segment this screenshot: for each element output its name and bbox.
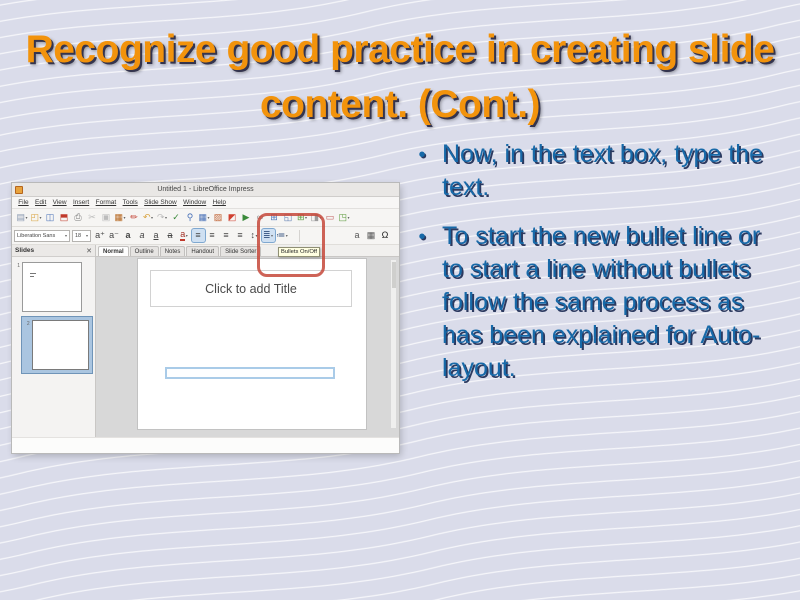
insert-text-box-icon[interactable]: ◱ [283,212,293,222]
slide-canvas[interactable] [138,259,366,429]
shrink-font-icon[interactable]: a⁻ [109,230,119,240]
save-icon[interactable]: ◫ [45,212,55,222]
special-character-icon[interactable]: Ω [381,230,389,240]
slide-thumbnail-row-1[interactable] [12,262,95,312]
slides-panel-title: Slides [15,247,35,254]
slides-panel [12,245,96,437]
show-draw-functions-icon[interactable]: ▦ [366,230,376,240]
format-icon-group [93,229,289,242]
bullet-item [402,220,792,385]
export-pdf-icon[interactable]: ⬒ [59,212,69,222]
workspace [12,245,399,437]
menu-item[interactable]: File [18,199,29,206]
grow-font-icon[interactable]: a⁺ [95,230,105,240]
paste-icon[interactable]: ▦ ▾ [114,212,126,222]
menu-item[interactable]: Insert [72,199,90,206]
right-icon-group [350,229,392,242]
selected-text-line[interactable] [165,367,335,379]
chevron-down-icon: ▾ [207,215,210,220]
insert-media-icon[interactable]: ▶ [242,212,250,222]
chevron-down-icon: ▾ [64,233,67,238]
chevron-down-icon: ▾ [123,215,126,220]
pasteboard [96,257,399,437]
vertical-scrollbar[interactable] [390,259,397,429]
menu-bar [12,197,399,209]
view-tab[interactable]: Handout [186,246,219,256]
chevron-down-icon: ▾ [319,215,322,220]
open-icon[interactable]: ◰ ▾ [30,212,42,222]
menu-item[interactable]: Help [212,199,226,206]
new-slide-icon[interactable]: ⊞ ▾ [296,212,308,222]
start-slideshow-icon[interactable]: ◳ ▾ [338,212,350,222]
underline-icon[interactable]: a [153,230,159,240]
insert-text-box-2-icon[interactable]: a [354,230,360,240]
font-size-value: 18 [75,232,82,239]
slide-2-thumbnail[interactable] [32,320,89,370]
slide-number: 2 [26,321,30,327]
font-name-value: Liberation Sans [17,232,56,239]
chevron-down-icon: ▾ [285,233,288,238]
close-icon[interactable]: ✕ [86,247,92,255]
spelling-icon[interactable]: ✓ [172,212,180,222]
find-replace-icon[interactable]: ⚲ [186,212,194,222]
align-right-icon[interactable]: ≡ [223,230,229,240]
chevron-down-icon: ▾ [165,215,168,220]
bullets-tooltip: Bullets On/Off [278,247,320,257]
insert-image-icon[interactable]: ▨ [213,212,223,222]
title-placeholder-text: Click to add Title [205,281,297,296]
bullet-text: To start the new bullet line or to start a line without bullets follow the same process as has been explained for Auto-layout. [442,222,761,382]
align-left-icon[interactable]: ≡ [192,229,205,242]
chevron-down-icon: ▾ [25,215,28,220]
font-name-combo[interactable] [14,230,70,242]
scrollbar-thumb[interactable] [392,262,396,288]
menu-item[interactable]: Slide Show [144,199,177,206]
line-spacing-icon[interactable]: ↕ ▾ [250,230,258,240]
menu-item[interactable]: View [52,199,67,206]
align-justify-icon[interactable]: ≡ [237,230,243,240]
insert-chart-icon[interactable]: ◩ [227,212,237,222]
formatting-toolbar [12,227,399,245]
clone-formatting-icon[interactable]: ✏ [130,212,138,222]
copy-icon[interactable]: ▣ [101,212,111,222]
slide-thumbnail-row-2[interactable] [22,317,92,373]
slide-number: 1 [17,263,20,269]
bullet-list [402,138,792,401]
undo-icon[interactable]: ↶ ▾ [142,212,154,222]
align-center-icon[interactable]: ≡ [209,230,215,240]
thumbnail-text-line [30,273,36,274]
chevron-down-icon: ▾ [85,233,88,238]
view-tab[interactable]: Notes [160,246,186,256]
bullet-marker: • [418,226,426,248]
window-title: Untitled 1 - LibreOffice Impress [157,186,254,193]
slides-panel-header [12,245,95,257]
view-tab[interactable]: Slide Sorter [220,246,261,256]
slide-title: Recognize good practice in creating slide content. (Cont.) [25,28,775,126]
bullet-text: Now, in the text box, type the text. [442,140,764,201]
cut-icon[interactable]: ✂ [88,212,96,222]
chevron-down-icon: ▾ [151,215,154,220]
bold-icon[interactable]: a [125,230,131,240]
hyperlink-icon[interactable]: ∞ [256,212,264,222]
delete-slide-icon[interactable]: ▭ [325,212,335,222]
libreoffice-impress-screenshot [12,183,399,453]
toolbar-separator [299,230,300,242]
insert-table-icon[interactable]: ⊞ [270,212,278,222]
italic-icon[interactable]: a [139,230,145,240]
menu-item[interactable]: Format [95,199,117,206]
main-edit-area [96,245,399,437]
chevron-down-icon: ▾ [271,233,274,238]
font-color-icon[interactable]: a ▾ [180,229,188,240]
view-tab[interactable]: Normal [98,246,129,256]
window-titlebar [12,183,399,197]
view-tab[interactable]: Outline [130,246,159,256]
chevron-down-icon: ▾ [255,233,258,238]
chevron-down-icon: ▾ [185,233,188,238]
bullet-marker: • [418,144,426,166]
display-grid-icon[interactable]: ▦ ▾ [198,212,210,222]
bullets-on-off-icon[interactable]: ≣ ▾ [262,230,274,240]
chevron-down-icon: ▾ [347,215,350,220]
redo-icon[interactable]: ↷ ▾ [156,212,168,222]
view-tabs [96,245,399,257]
bullet-item [402,138,792,204]
chevron-down-icon: ▾ [39,215,42,220]
menu-item[interactable]: Edit [35,199,47,206]
print-icon[interactable]: ⎙ [74,212,82,222]
title-placeholder[interactable] [150,270,352,307]
master-slide-icon[interactable]: ◨ ▾ [310,212,322,222]
status-bar [12,437,399,453]
thumbnail-text-line [30,276,34,277]
standard-toolbar [12,209,399,227]
font-size-combo[interactable] [72,230,91,242]
numbered-list-icon[interactable]: ≔ ▾ [276,230,288,240]
strikethrough-icon[interactable]: a [167,230,173,240]
menu-item[interactable]: Window [183,199,207,206]
menu-item[interactable]: Tools [122,199,138,206]
new-document-icon[interactable]: ▤ ▾ [16,212,28,222]
slide-1-thumbnail[interactable] [22,262,82,312]
chevron-down-icon: ▾ [305,215,308,220]
